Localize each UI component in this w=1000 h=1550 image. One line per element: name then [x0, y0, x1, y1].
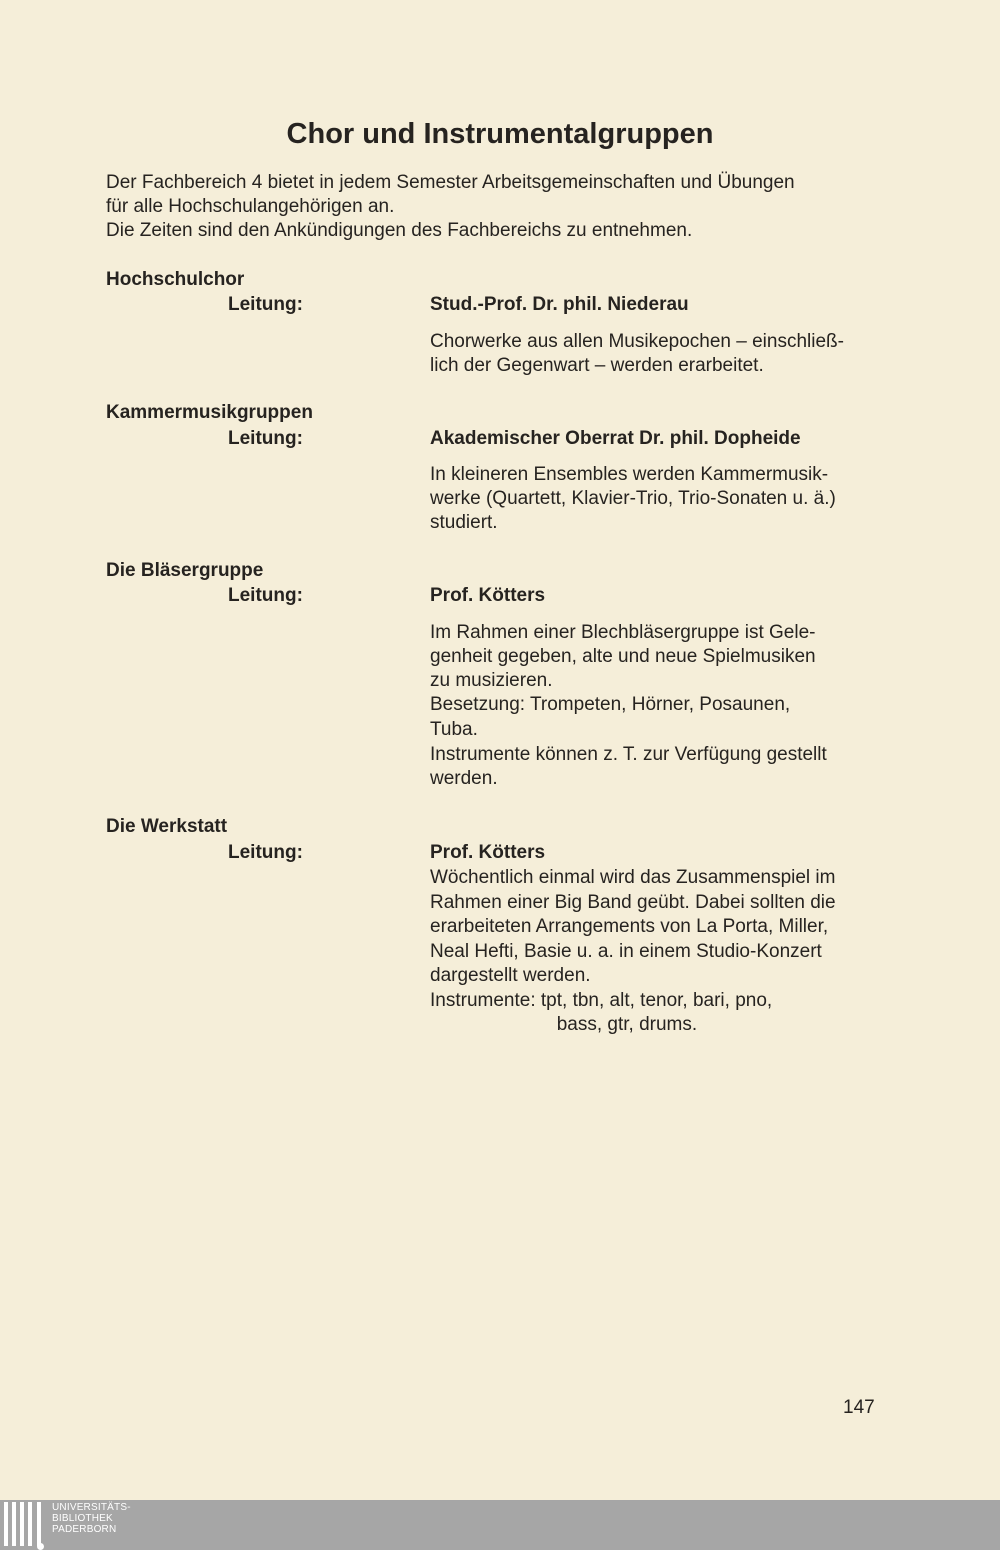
group-description-line: Tuba. [430, 719, 478, 740]
group-description-line: werke (Quartett, Klavier-Trio, Trio-Sonaten u. ä.) [430, 488, 836, 509]
group-description-line: Instrumente können z. T. zur Verfügung gestellt [430, 744, 827, 765]
library-footer-bar [0, 1500, 1000, 1550]
logo-dot-icon [37, 1543, 44, 1550]
leitung-label: Leitung: [228, 294, 303, 315]
group-description-line: zu musizieren. [430, 670, 553, 691]
intro-line: für alle Hochschulangehörigen an. [106, 196, 395, 217]
group-description-line: lich der Gegenwart – werden erarbeitet. [430, 355, 764, 376]
group-description-line: Instrumente: tpt, tbn, alt, tenor, bari, pno, [430, 990, 773, 1011]
leitung-label: Leitung: [228, 428, 303, 449]
group-description-line: genheit gegeben, alte und neue Spielmusiken [430, 646, 816, 667]
group-description-line: werden. [430, 768, 498, 789]
intro-line: Der Fachbereich 4 bietet in jedem Semester Arbeitsgemeinschaften und Übungen [106, 172, 795, 193]
group-leader: Prof. Kötters [430, 842, 546, 863]
group-leader: Akademischer Oberrat Dr. phil. Dopheide [430, 428, 801, 449]
group-description-line: Chorwerke aus allen Musikepochen – einschließ- [430, 331, 844, 352]
leitung-label: Leitung: [228, 585, 303, 606]
group-description-line: dargestellt werden. [430, 965, 591, 986]
group-description-line: Im Rahmen einer Blechbläsergruppe ist Gele- [430, 622, 816, 643]
group-name: Die Bläsergruppe [106, 560, 264, 581]
group-description-line: Rahmen einer Big Band geübt. Dabei sollten die [430, 892, 836, 913]
page-title: Chor und Instrumentalgruppen [286, 118, 714, 150]
leitung-label: Leitung: [228, 842, 303, 863]
group-description-line: bass, gtr, drums. [430, 1014, 698, 1035]
intro-line: Die Zeiten sind den Ankündigungen des Fachbereichs zu entnehmen. [106, 220, 693, 241]
page-number: 147 [843, 1397, 875, 1418]
library-name-line: BIBLIOTHEK [52, 1513, 113, 1524]
library-name-line: UNIVERSITÄTS- [52, 1502, 131, 1513]
group-leader: Stud.-Prof. Dr. phil. Niederau [430, 294, 689, 315]
group-description-line: Besetzung: Trompeten, Hörner, Posaunen, [430, 694, 791, 715]
library-name-line: PADERBORN [52, 1524, 117, 1535]
group-description-line: Neal Hefti, Basie u. a. in einem Studio-Konzert [430, 941, 822, 962]
group-description-line: studiert. [430, 512, 498, 533]
group-name: Die Werkstatt [106, 816, 228, 837]
group-name: Hochschulchor [106, 269, 245, 290]
group-name: Kammermusikgruppen [106, 402, 313, 423]
group-leader: Prof. Kötters [430, 585, 546, 606]
group-description-line: erarbeiteten Arrangements von La Porta, Miller, [430, 916, 829, 937]
group-description-line: Wöchentlich einmal wird das Zusammenspiel im [430, 867, 836, 888]
group-description-line: In kleineren Ensembles werden Kammermusik- [430, 464, 829, 485]
